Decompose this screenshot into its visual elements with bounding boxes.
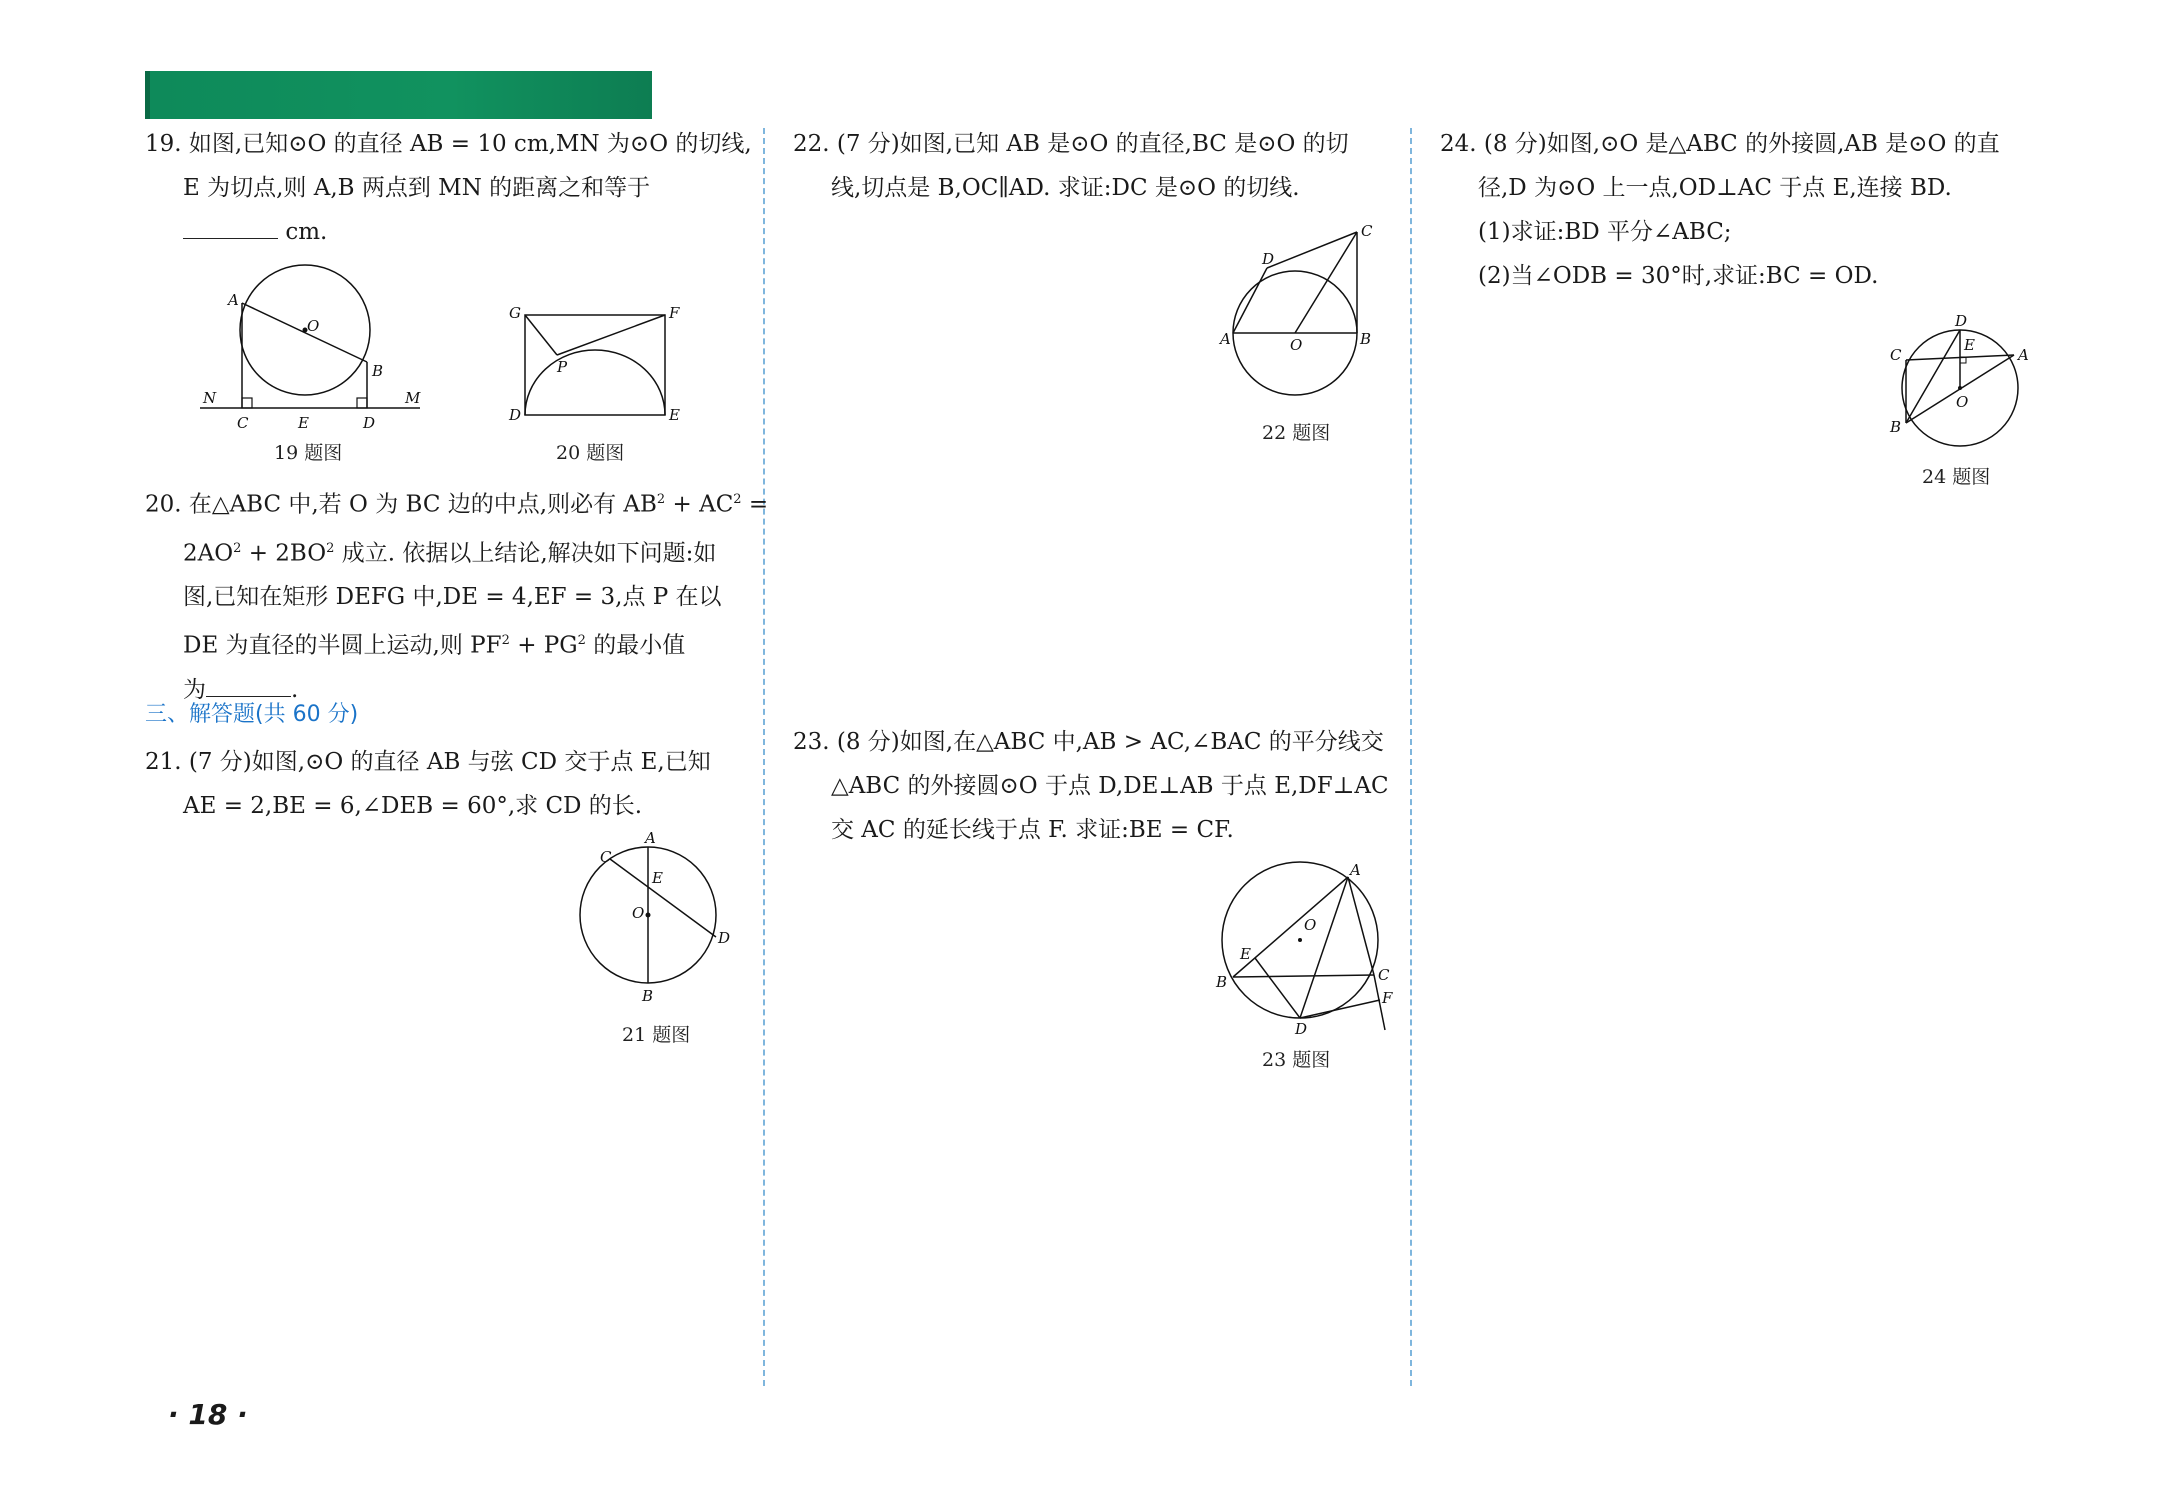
fig23-label-C: C (1378, 966, 1390, 984)
q19-line2: E 为切点,则 A,B 两点到 MN 的距离之和等于 (183, 175, 651, 201)
figure-22 (1220, 220, 1390, 405)
q20-sup-1: 2 (656, 492, 666, 507)
q24-line1: 24. (8 分)如图,⊙O 是△ABC 的外接圆,AB 是⊙O 的直 (1440, 131, 2000, 157)
fig22-label-C: C (1361, 222, 1373, 240)
question-22 (793, 122, 1349, 210)
section-title: 三、解答题(共 60 分) (145, 702, 359, 727)
q20-line4-b: + PG (509, 632, 578, 659)
q23-line2: △ABC 的外接圆⊙O 于点 D,DE⊥AB 于点 E,DF⊥AC (831, 773, 1389, 799)
figure-23 (1210, 855, 1400, 1038)
fig21-label-A: A (645, 829, 656, 847)
fig23-label-F: F (1382, 989, 1393, 1007)
q19-line1: 19. 如图,已知⊙O 的直径 AB = 10 cm,MN 为⊙O 的切线, (145, 131, 752, 157)
q20-line1-b: + AC (665, 491, 734, 518)
fig22-label-B: B (1360, 330, 1372, 348)
q20-line5-a: 为 (183, 676, 206, 703)
fig24-label-A: A (2018, 346, 2029, 364)
fig20-label-G: G (509, 304, 521, 322)
q20-sup-4: 2 (326, 540, 335, 556)
question-23 (793, 720, 1389, 852)
question-24 (1440, 122, 2000, 298)
q20-line5-b: . (291, 676, 299, 703)
figure-19 (195, 265, 435, 435)
fig19-label-E: E (298, 414, 309, 432)
q20-line1-a: 20. 在△ABC 中,若 O 为 BC 边的中点,则必有 AB (145, 491, 657, 518)
q21-line1: 21. (7 分)如图,⊙O 的直径 AB 与弦 CD 交于点 E,已知 (145, 749, 711, 775)
fig22-caption: 22 题图 (1262, 422, 1331, 444)
fig21-label-D: D (718, 929, 731, 947)
fig19-label-O: O (307, 317, 320, 335)
fig24-label-C: C (1890, 346, 1902, 364)
fig22-label-D: D (1262, 250, 1275, 268)
fig24-label-E: E (1964, 336, 1975, 354)
fig19-label-N: N (203, 389, 217, 407)
fig20-label-E: E (669, 406, 680, 424)
q24-line4: (2)当∠ODB = 30°时,求证:BC = OD. (1478, 263, 1879, 289)
fig21-label-C: C (600, 848, 612, 866)
question-21 (145, 740, 711, 828)
fig20-label-D: D (509, 406, 522, 424)
q20-line1 (145, 478, 768, 527)
q20-line2-b: + 2BO (241, 540, 327, 567)
fig19-label-C: C (237, 414, 249, 432)
fig19-caption: 19 题图 (274, 442, 343, 464)
q22-line1: 22. (7 分)如图,已知 AB 是⊙O 的直径,BC 是⊙O 的切 (793, 131, 1349, 157)
q24-line2: 径,D 为⊙O 上一点,OD⊥AC 于点 E,连接 BD. (1478, 175, 1952, 201)
header-banner (145, 71, 652, 119)
q19-unit: cm. (285, 219, 328, 245)
figure-21 (570, 829, 740, 1005)
q22-line2: 线,切点是 B,OC∥AD. 求证:DC 是⊙O 的切线. (831, 175, 1300, 201)
q20-line3: 图,已知在矩形 DEFG 中,DE = 4,EF = 3,点 P 在以 (183, 584, 722, 611)
q20-line2 (145, 527, 768, 576)
q20-sup-6: 2 (577, 633, 586, 649)
q23-line1: 23. (8 分)如图,在△ABC 中,AB > AC,∠BAC 的平分线交 (793, 729, 1384, 755)
fig23-label-A: A (1350, 861, 1361, 879)
fig20-label-P: P (557, 358, 568, 376)
question-20 (145, 478, 768, 712)
figure-24 (1882, 310, 2042, 450)
fig22-label-A: A (1220, 330, 1231, 348)
q20-sup-2: 2 (733, 492, 742, 507)
fig24-label-D: D (1955, 312, 1968, 330)
fig21-label-E: E (652, 869, 663, 887)
q24-line3: (1)求证:BD 平分∠ABC; (1478, 219, 1732, 245)
fig24-caption: 24 题图 (1922, 466, 1991, 488)
answer-blank[interactable] (206, 676, 291, 697)
fig21-label-B: B (642, 987, 654, 1005)
column-divider-2 (1410, 128, 1412, 1386)
q20-sup-5: 2 (501, 633, 510, 649)
fig22-label-O: O (1290, 336, 1303, 354)
q20-line2-a: 2AO (183, 540, 234, 567)
q20-line4-a: DE 为直径的半圆上运动,则 PF (183, 632, 502, 659)
fig19-label-M: M (405, 389, 421, 407)
q21-line2: AE = 2,BE = 6,∠DEB = 60°,求 CD 的长. (183, 793, 643, 819)
fig19-label-A: A (228, 291, 239, 309)
column-divider-1 (763, 128, 765, 1386)
q20-sup-3: 2 (233, 540, 242, 556)
q20-line4 (145, 619, 768, 668)
fig23-caption: 23 题图 (1262, 1049, 1331, 1071)
q20-line2-c: 成立. 依据以上结论,解决如下问题:如 (334, 540, 717, 567)
fig24-label-B: B (1890, 418, 1902, 436)
q23-line3: 交 AC 的延长线于点 F. 求证:BE = CF. (831, 817, 1234, 843)
fig23-label-E: E (1240, 945, 1251, 963)
fig23-label-O: O (1304, 916, 1317, 934)
q20-line4-c: 的最小值 (585, 632, 686, 659)
q19-line3 (145, 210, 752, 254)
figure-20 (505, 300, 685, 430)
fig20-label-F: F (669, 304, 680, 322)
answer-blank[interactable] (183, 218, 278, 239)
question-19 (145, 122, 752, 254)
fig23-label-B: B (1216, 973, 1228, 991)
page-number: · 18 · (168, 1398, 248, 1431)
fig21-caption: 21 题图 (622, 1024, 691, 1046)
fig20-caption: 20 题图 (556, 442, 625, 464)
fig24-label-O: O (1956, 393, 1969, 411)
fig21-label-O: O (632, 904, 645, 922)
fig19-label-B: B (372, 362, 384, 380)
q20-line1-c: = (741, 491, 769, 518)
fig19-label-D: D (363, 414, 376, 432)
fig23-label-D: D (1295, 1020, 1308, 1038)
